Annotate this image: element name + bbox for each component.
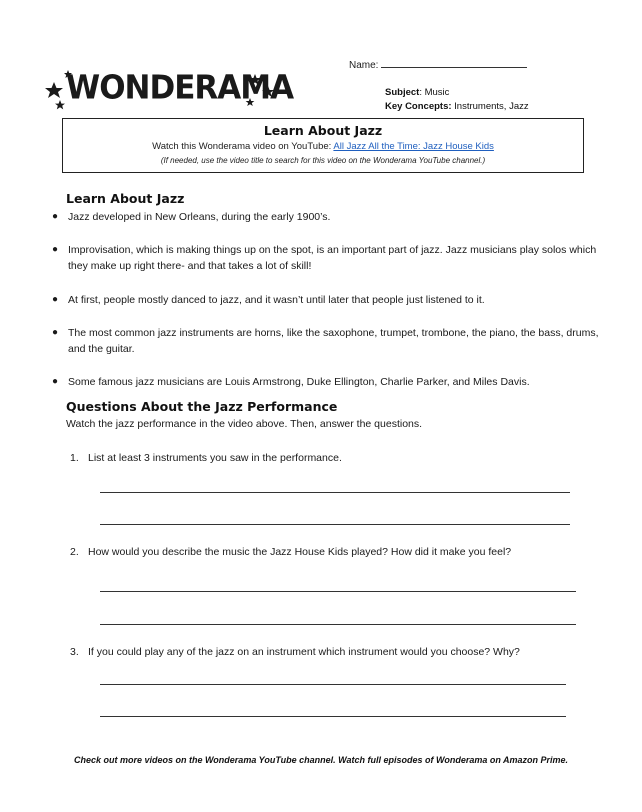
watch-line xyxy=(63,141,583,152)
question-3 xyxy=(70,646,520,658)
question-1 xyxy=(70,452,342,464)
bullet-dot: ● xyxy=(52,327,59,338)
bullet-dot: ● xyxy=(52,376,59,387)
subject-line xyxy=(385,86,529,100)
search-note: (If needed, use the video title to search for this video on the Wonderama YouTube channel.) xyxy=(160,156,486,165)
name-label: Name: xyxy=(349,60,379,71)
subject-label: Subject xyxy=(385,87,420,98)
bullet-dot: ● xyxy=(52,244,59,255)
bullet-text: Jazz developed in New Orleans, during the early 1900’s. xyxy=(68,211,331,223)
box-title: Learn About Jazz xyxy=(263,123,383,138)
bullet-text: Improvisation, which is making things up on the spot, is an important part of jazz. Jazz musicians play solos which they make up right there- and that takes a lot of skill! xyxy=(68,244,597,272)
answer-line[interactable] xyxy=(100,684,566,685)
answer-line[interactable] xyxy=(100,492,570,493)
footer-text: Check out more videos on the Wonderama YouTube channel. Watch full episodes of Wonderama on Amazon Prime. xyxy=(73,755,569,765)
bullet-text: Some famous jazz musicians are Louis Armstrong, Duke Ellington, Charlie Parker, and Miles Davis. xyxy=(68,376,530,388)
question-2 xyxy=(70,546,511,558)
name-blank-line[interactable] xyxy=(381,58,527,68)
questions-intro: Watch the jazz performance in the video above. Then, answer the questions. xyxy=(66,418,423,430)
bullet-text: The most common jazz instruments are horns, like the saxophone, trumpet, trombone, the piano, the bass, drums, and the guitar. xyxy=(68,327,599,355)
question-number: 2. xyxy=(70,546,79,558)
question-text: If you could play any of the jazz on an instrument which instrument would you choose? Why? xyxy=(88,646,520,658)
learn-heading: Learn About Jazz xyxy=(66,191,185,206)
subject-value: : Music xyxy=(419,87,450,98)
answer-line[interactable] xyxy=(100,716,566,717)
questions-heading: Questions About the Jazz Performance xyxy=(66,399,338,414)
logo-text: WONDERAMA xyxy=(66,69,294,107)
meta-info xyxy=(385,86,529,114)
key-concepts-value: Instruments, Jazz xyxy=(451,101,529,112)
question-number: 1. xyxy=(70,452,79,464)
watch-prefix: Watch this Wonderama video on YouTube: xyxy=(152,141,334,152)
key-concepts-label: Key Concepts: xyxy=(385,101,452,112)
answer-line[interactable] xyxy=(100,624,576,625)
name-field[interactable] xyxy=(349,58,527,71)
video-info-box xyxy=(62,118,584,173)
answer-line[interactable] xyxy=(100,591,576,592)
star-icon xyxy=(55,100,65,109)
wonderama-logo xyxy=(40,68,294,114)
answer-line[interactable] xyxy=(100,524,570,525)
bullet-dot: ● xyxy=(52,211,59,222)
question-text: How would you describe the music the Jazz House Kids played? How did it make you feel? xyxy=(88,546,512,558)
bullet-dot: ● xyxy=(52,294,59,305)
bullet-text: At first, people mostly danced to jazz, and it wasn’t until later that people just listened to it. xyxy=(68,294,485,306)
question-number: 3. xyxy=(70,646,79,658)
key-concepts-line xyxy=(385,100,529,114)
question-text: List at least 3 instruments you saw in the performance. xyxy=(88,452,342,464)
star-icon xyxy=(45,82,63,98)
video-link[interactable]: All Jazz All the Time: Jazz House Kids xyxy=(333,141,494,152)
